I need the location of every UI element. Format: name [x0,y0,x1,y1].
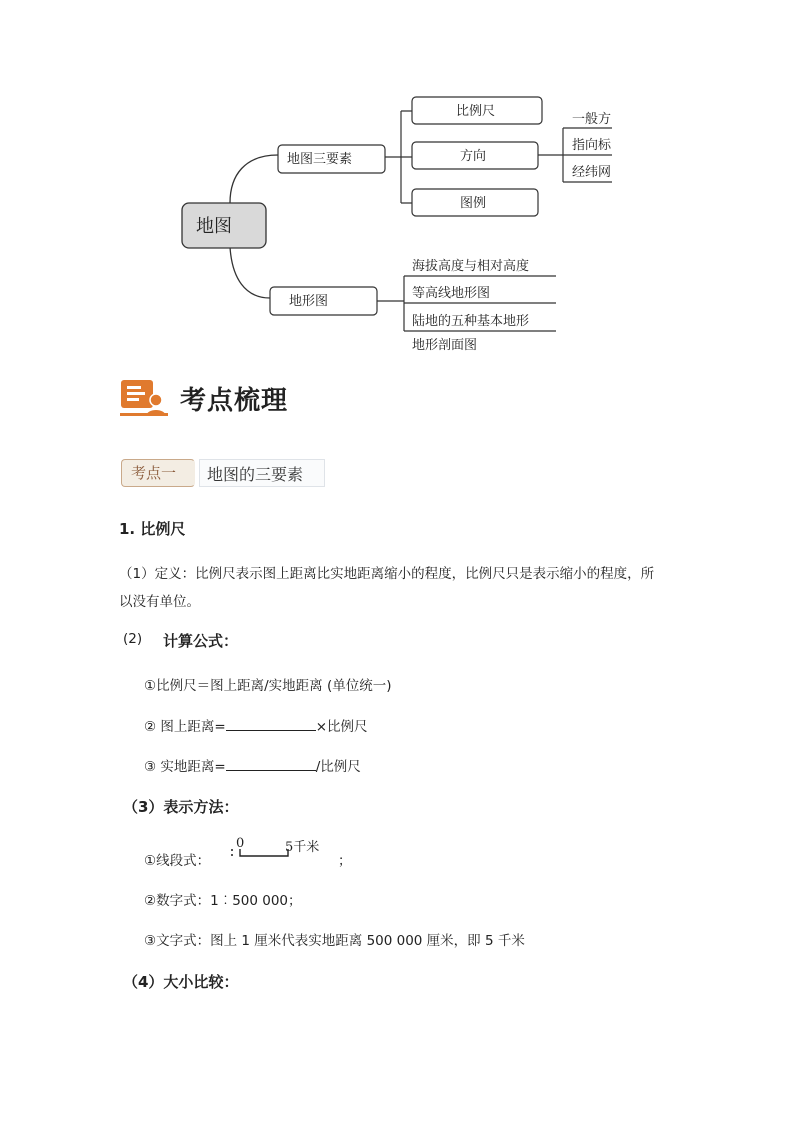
terrain-item-contour: 等高线地形图 [412,286,491,301]
text-method: ③文字式：图上 1 厘米代表实地距离 500 000 厘米，即 5 千米 [144,933,525,949]
root-node-label: 地图 [196,216,232,237]
direction-item-arrow: 指向标 [572,138,612,153]
legend-node-label: 图例 [460,196,487,211]
terrain-item-landforms: 陆地的五种基本地形 [412,314,530,329]
definition-line-2: 以没有单位。 [119,594,200,610]
methods-heading: （3）表示方法： [123,798,239,816]
formula-heading: 计算公式： [163,632,239,650]
scale-bar-zero: 0 [236,836,245,851]
formula-2 [144,715,368,735]
elements-node-label: 地图三要素 [287,152,353,167]
line-method-label: ①线段式： [144,853,211,869]
line-method-end: ； [338,853,352,869]
terrain-node-label: 地形图 [289,294,329,309]
direction-node-label: 方向 [460,149,487,164]
scale-bar-end: 5千米 [285,840,320,855]
formula-3 [144,755,361,775]
direction-item-general: 一般方 [572,112,612,127]
section-title: 考点梳理 [180,386,289,416]
formula-3-prefix: ③ 实地距离= [144,759,226,775]
terrain-item-profile: 地形剖面图 [412,338,478,353]
numeric-method: ②数字式：1︰500 000； [144,893,302,909]
formula-heading-number: (2) [123,631,143,647]
topic-tag: 考点一 [131,464,177,482]
terrain-item-altitude: 海拔高度与相对高度 [412,259,530,274]
connector-root-elements [230,155,278,203]
scale-node-label: 比例尺 [456,104,496,119]
formula-1: ①比例尺＝图上距离/实地距离 (单位统一) [144,678,392,694]
formula-2-suffix: ×比例尺 [315,719,368,735]
definition-line-1: （1）定义：比例尺表示图上距离比实地距离缩小的程度，比例尺只是表示缩小的程度，所 [119,566,655,582]
direction-item-grid: 经纬网 [572,165,612,180]
compare-heading: （4）大小比较： [123,973,239,991]
document-presenter-icon [120,379,168,417]
connector-root-terrain [230,247,270,298]
formula-3-blank[interactable] [226,758,316,771]
formula-3-suffix: /比例尺 [315,759,361,775]
heading-scale: 1. 比例尺 [119,520,186,538]
elements-bracket [385,111,412,203]
topic-title: 地图的三要素 [207,465,304,484]
formula-2-blank[interactable] [226,718,316,731]
mind-map [0,0,794,370]
formula-2-prefix: ② 图上距离= [144,719,226,735]
